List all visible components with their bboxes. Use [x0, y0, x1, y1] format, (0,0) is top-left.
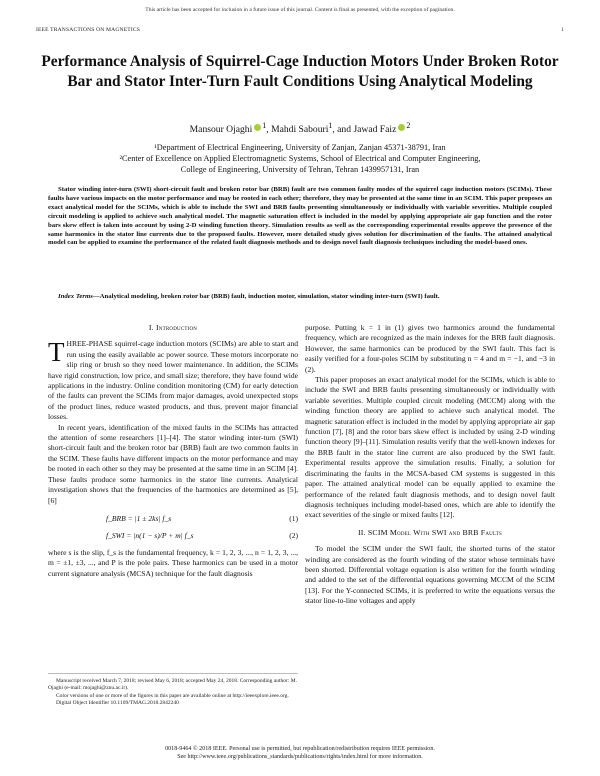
author-name: Mansour Ojaghi	[189, 124, 253, 136]
equation-1	[48, 512, 298, 526]
acceptance-notice: This article has been accepted for inclusion in a future issue of this journal. Content is final as presented, with the exception of pagination.	[145, 7, 455, 13]
journal-name: IEEE TRANSACTIONS ON MAGNETICS	[36, 27, 140, 33]
footnote	[48, 673, 298, 707]
affiliation-line: ¹Department of Electrical Engineering, University of Zanjan, Zanjan 45371-38791, Iran	[154, 143, 446, 152]
index-terms-text: Analytical modeling, broken rotor bar (BRB) fault, induction motor, simulation, stator winding inter-turn (SWI) fault.	[99, 293, 440, 300]
orcid-icon[interactable]	[254, 124, 261, 131]
affiliations	[40, 142, 560, 175]
equation-2	[48, 529, 298, 543]
intro-paragraph-1-text: squirrel-cage induction motors (SCIMs) are able to start and run using the easily available ac power source. These motors incorporate no slip ring or brush so they need lower maintenance. In addition, the SCIMs have rigid construction, low price, and small size; therefore, they have found wide applications in the industry. Online condition monitoring (CM) for early detection of the faults can prevent the SCIMs from major damages, avoid unexpected stops of the product lines, reduce wasted products, and thus, prevent major financial losses.	[48, 339, 298, 422]
copyright-notice	[0, 745, 600, 761]
affiliation-line: College of Engineering, University of Tehran, Tehran 1439957131, Iran	[180, 165, 420, 174]
author-affil-mark: 1	[262, 121, 267, 130]
author-name: Jawad Faiz	[353, 124, 397, 136]
section-heading-model: II. SCIM Model With SWI and BRB Faults	[358, 527, 502, 537]
author-list	[40, 121, 560, 135]
author-affil-mark: 2	[406, 121, 411, 130]
running-head	[36, 27, 564, 33]
intro-paragraph-1	[48, 339, 298, 422]
author-separator: , and	[332, 124, 354, 136]
intro-paragraph-3: where s is the slip, f_s is the fundamental frequency, k = 1, 2, 3, ..., n = 1, 2, 3, ..., m = ±1, ±3, ..., and P is the pole pairs. These harmonics can be used in a motor current signature analysis (MCSA) technique for the fault diagnosis	[48, 547, 298, 578]
equation-1-body: f_BRB = |1 ± 2ks| f_s	[106, 513, 172, 523]
footnote-line: Digital Object Identifier 10.1109/TMAG.2018.2842240	[56, 699, 179, 706]
left-column	[48, 323, 298, 579]
author-affil-mark: 1	[328, 121, 333, 130]
footnote-line: Manuscript received March 7, 2018; revised May 6, 2018; accepted May 24, 2018. Corresponding author: M. Ojaghi (e-mail: mojaghi@znu.ac.ir).	[48, 678, 298, 692]
author-name: Mahdi Sabouri	[271, 124, 329, 136]
intro-paragraph-2: In recent years, identification of the mixed faults in the SCIMs has attracted the attention of some researchers [1]–[4]. The stator winding inter-turn (SWI) short-circuit fault and the broken rotor bar (BRB) fault are two common faults in the SCIM. These faults have different impacts on the motor performance and may be rooted in each other so they may be presented at the same time in an SCIM [4]. These faults produce some harmonics in the stator line currents. Analytical investigation shows that the frequencies of the harmonics are determined as [5], [6]	[48, 422, 298, 505]
right-paragraph-1: purpose. Putting k = 1 in (1) gives two harmonics around the fundamental frequency, which are recognized as the main indexes for the BRB fault diagnosis. However, the same harmonics can be produced by the SWI fault. This fact is easily verified for a four-poles SCIM by substituting n = 4 and m = −1, and −3 in (2).	[305, 323, 555, 374]
equation-2-body: f_SWI = |n(1 − s)/P + m| f_s	[106, 530, 194, 540]
footnote-line: Color versions of one or more of the figures in this paper are available online at http://ieeexplore.ieee.org.	[56, 692, 289, 699]
orcid-icon[interactable]	[398, 124, 405, 131]
equation-2-number: (2)	[289, 530, 298, 540]
index-terms-label: Index Terms—	[58, 293, 100, 300]
right-column	[305, 323, 555, 607]
copyright-line: 0018-9464 © 2018 IEEE. Personal use is permitted, but republication/redistribution requires IEEE permission.	[165, 746, 435, 752]
equation-block	[48, 512, 298, 543]
abstract: Stator winding inter-turn (SWI) short-circuit fault and broken rotor bar (BRB) fault are two common faulty modes of the squirrel cage induction motors (SCIMs). These faults have various impacts on the motor performance and may be rooted in each other; therefore, they may be presented at the same time in an SCIM. This paper proposes an exact analytical model for the SCIMs, which is able to include the SWI and BRB faults presenting simultaneously or individually with variable severities. Multiple coupled circuit modeling is applied to achieve such analytical model. The magnetic saturation effect is included in the model by applying appropriate air gap function and the rotor bars skew effect is taken into account by using 2-D winding function theory. Simulation results as well as the corresponding experimental results approve the presence of the same harmonics in the stator line currents due to the proposed faults. However, more detailed study gives solution for discrimination of the faults. The attained analytical model can be applied to examine the performance of the related fault diagnosis methods and to design novel fault diagnosis techniques including the model-based ones.	[48, 186, 552, 247]
equation-1-number: (1)	[289, 513, 298, 523]
section-heading-introduction: I. Introduction	[148, 323, 198, 332]
affiliation-line: ²Center of Excellence on Applied Electromagnetic Systems, School of Electrical and Computer Engineering,	[119, 154, 481, 163]
right-paragraph-3: To model the SCIM under the SWI fault, the shorted turns of the stator winding are considered as the fourth winding of the stator whose terminals have been shorted. Differential voltage equation is also written for the fourth winding and added to the set of the differential equations governing MCCM of the SCIM [13]. For the Y-connected SCIMs, it is preferred to write the equations versus the stator line-to-line voltages and apply	[305, 544, 555, 606]
author-separator: ,	[266, 124, 272, 136]
paper-title: Performance Analysis of Squirrel-Cage Induction Motors Under Broken Rotor Bar and Stator Inter-Turn Fault Conditions Using Analytical Modeling	[41, 53, 559, 90]
drop-cap: T	[48, 337, 65, 368]
index-terms	[48, 293, 552, 302]
intro-lead-caps: HREE-PHASE	[66, 339, 113, 349]
right-paragraph-2: This paper proposes an exact analytical model for the SCIMs, which is able to include the SWI and BRB faults presenting simultaneously or individually with variable severities. Multiple coupled circuit modeling (MCCM) along with the winding function theory are applied to achieve such analytical model. The magnetic saturation effect is included in the model by applying appropriate air gap function [7], [8] and the rotor bars skew effect is included by using 2-D winding function theory [9]–[11]. Simulation results verify that the well-known indexes for the BRB fault in the stator line current are also produced by the SWI fault. Experimental results approve the simulation results. Finally, a solution for discriminating the faults in the MCSA-based CM systems is suggested in this paper. The attained analytical model can be equally applied to examine the performance of the related fault diagnosis methods, and to design novel fault diagnosis techniques including model-based ones, which are able to identify the exact severities of the single or mixed faults [12].	[305, 375, 555, 520]
copyright-line[interactable]: See http://www.ieee.org/publications_standards/publications/rights/index.html for more information.	[177, 754, 423, 760]
page-number: 1	[561, 27, 564, 33]
